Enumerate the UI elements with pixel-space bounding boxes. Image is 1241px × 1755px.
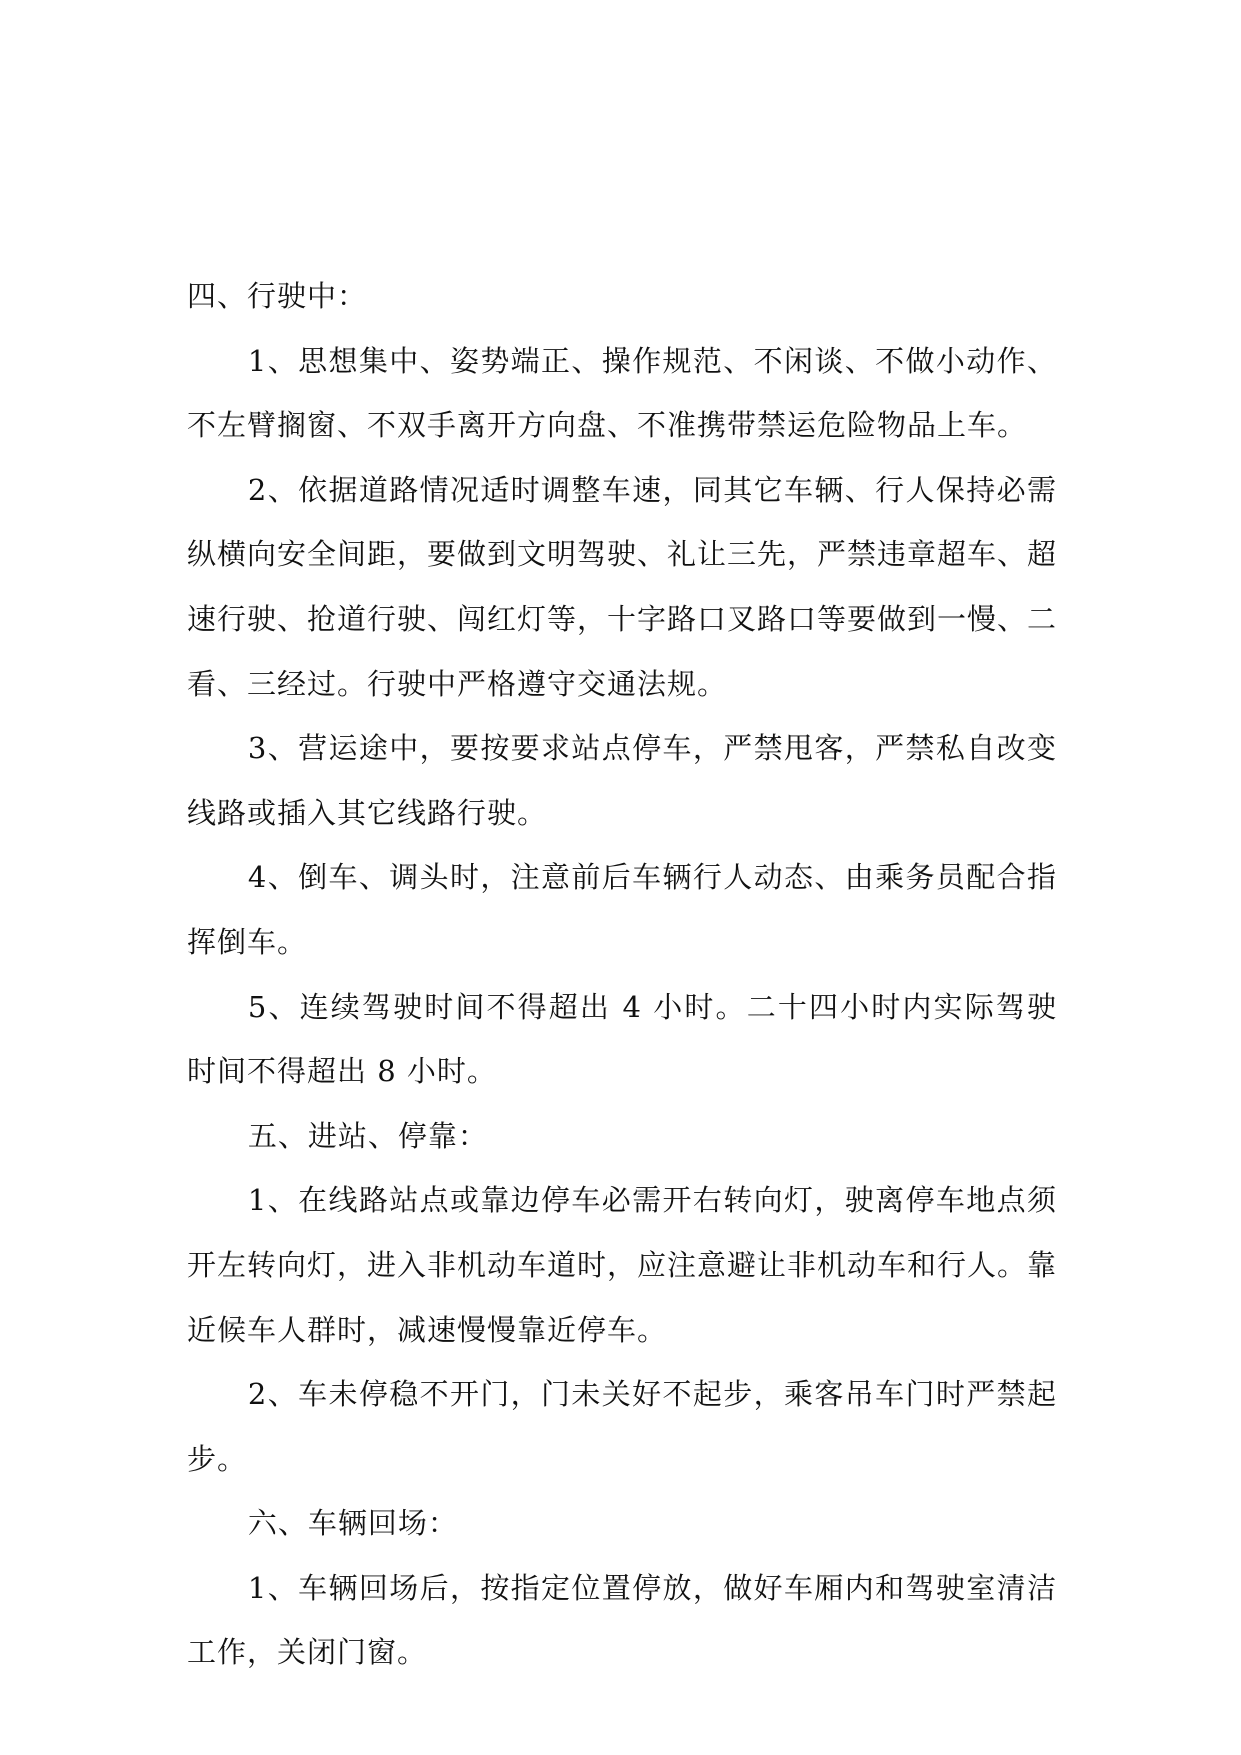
document-body	[187, 264, 1057, 1685]
paragraph-driving-4: 4、倒车、调头时，注意前后车辆行人动态、由乘务员配合指挥倒车。	[187, 860, 1057, 959]
paragraph-driving-2: 2、依据道路情况适时调整车速，同其它车辆、行人保持必需纵横向安全间距，要做到文明驾驶、礼让三先，严禁违章超车、超速行驶、抢道行驶、闯红灯等，十字路口叉路口等要做到一慢、二看、三经过。行驶中严格遵守交通法规。	[187, 472, 1058, 701]
paragraph-stopping-2: 2、车未停稳不开门，门未关好不起步，乘客吊车门时严禁起步。	[187, 1377, 1057, 1476]
section-heading-stopping: 五、进站、停靠：	[247, 1118, 488, 1153]
section-heading-driving: 四、行驶中：	[187, 279, 368, 313]
paragraph-driving-3: 3、营运途中，要按要求站点停车，严禁甩客，严禁私自改变线路或插入其它线路行驶。	[187, 731, 1057, 830]
paragraph-stopping-1: 1、在线路站点或靠边停车必需开右转向灯，驶离停车地点须开左转向灯，进入非机动车道时，应注意避让非机动车和行人。靠近候车人群时，减速慢慢靠近停车。	[187, 1183, 1058, 1347]
paragraph-return-1: 1、车辆回场后，按指定位置停放，做好车厢内和驾驶室清洁工作，关闭门窗。	[187, 1570, 1057, 1670]
section-heading-return: 六、车辆回场：	[247, 1506, 458, 1541]
paragraph-driving-5: 5、连续驾驶时间不得超出 4 小时。二十四小时内实际驾驶时间不得超出 8 小时。	[187, 989, 1057, 1089]
paragraph-driving-1: 1、思想集中、姿势端正、操作规范、不闲谈、不做小动作、不左臂搁窗、不双手离开方向盘、不准携带禁运危险物品上车。	[187, 343, 1057, 443]
